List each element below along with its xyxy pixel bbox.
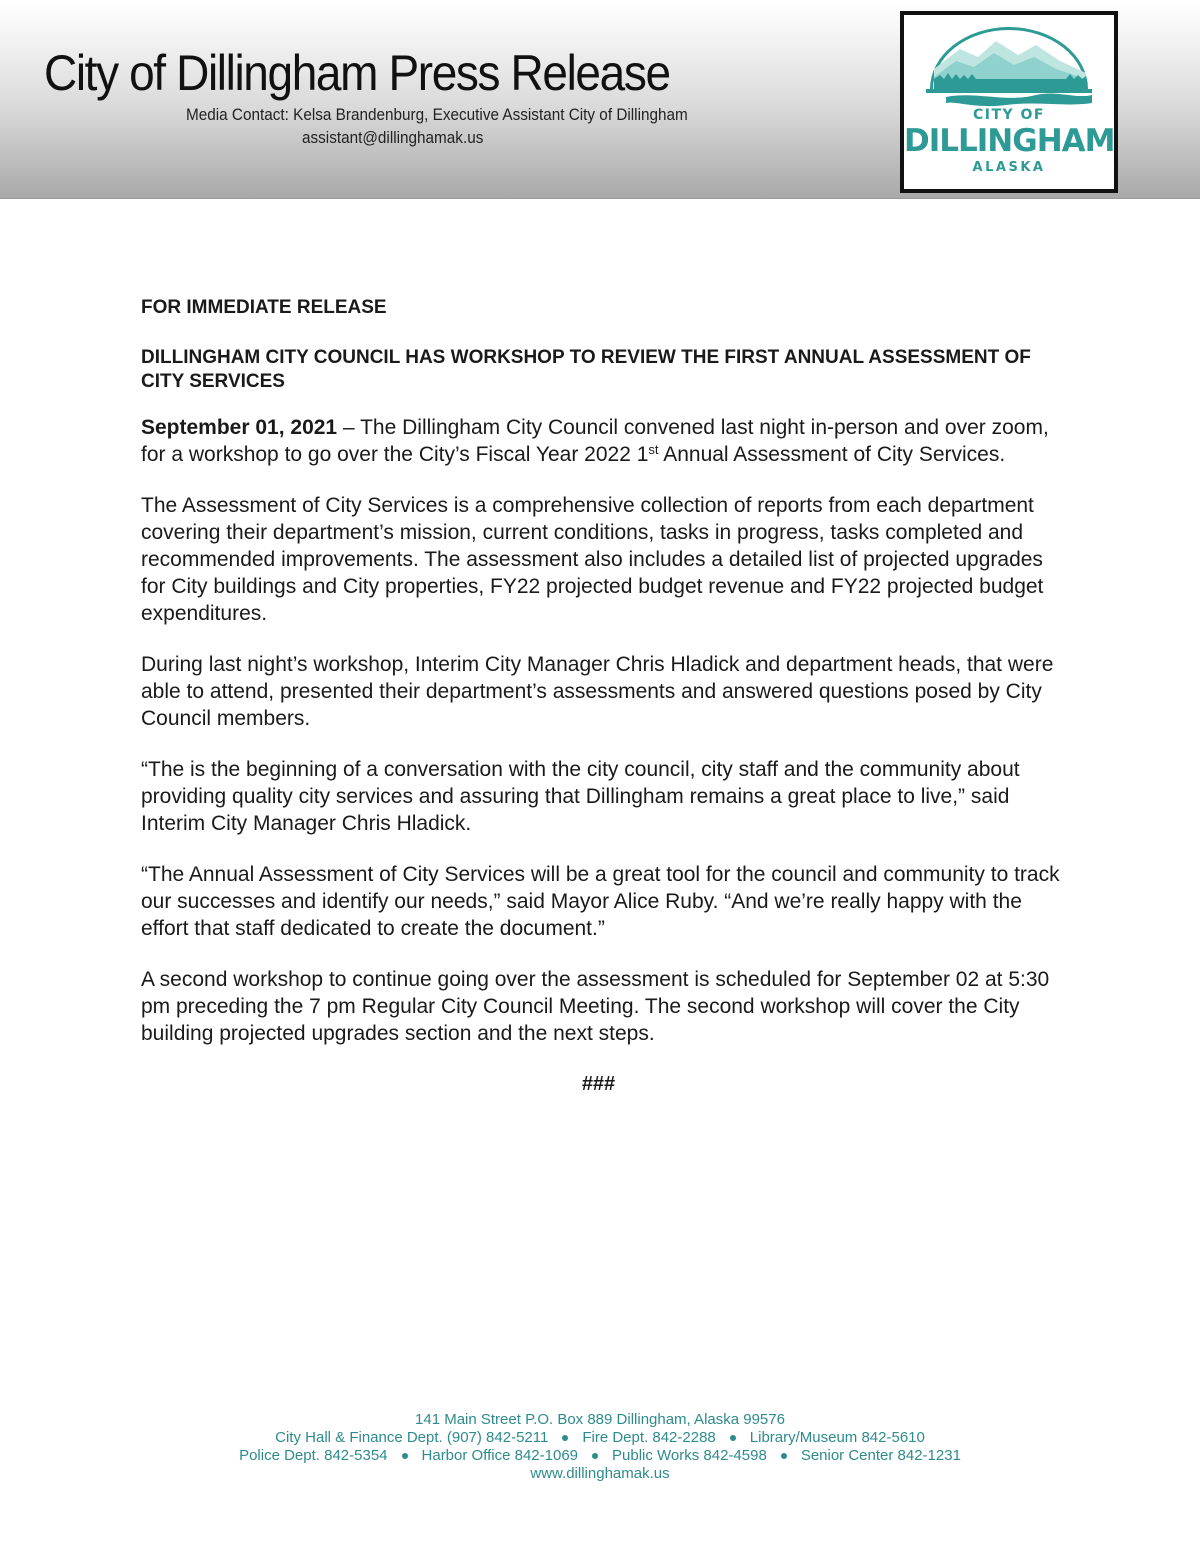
- press-release-title: City of Dillingham Press Release: [44, 45, 670, 101]
- bullet-icon: [781, 1453, 787, 1459]
- logo-city-name: DILLINGHAM: [904, 123, 1115, 159]
- footer-police-dept: Police Dept. 842-5354: [239, 1447, 388, 1464]
- media-contact-email: assistant@dillinghamak.us: [302, 128, 484, 147]
- footer: [0, 1411, 1200, 1483]
- paragraph-2: The Assessment of City Services is a comprehensive collection of reports from each department covering their department’s mission, current conditions, tasks in progress, tasks completed and recommended improvements. The assessment also includes a detailed list of projected upgrades for City buildings and City properties, FY22 projected budget revenue and FY22 projected budget expenditures.: [141, 494, 1044, 625]
- media-contact: Media Contact: Kelsa Brandenburg, Executive Assistant City of Dillingham: [186, 105, 688, 124]
- footer-fire-dept: Fire Dept. 842-2288: [582, 1429, 716, 1446]
- footer-harbor-office: Harbor Office 842-1069: [421, 1447, 578, 1464]
- bullet-icon: [730, 1435, 736, 1441]
- paragraph-1-text-b: Annual Assessment of City Services.: [658, 443, 1006, 466]
- footer-senior-center: Senior Center 842-1231: [800, 1447, 961, 1464]
- release-body: [141, 296, 1066, 1098]
- paragraph-4: “The is the beginning of a conversation with the city council, city staff and the community about providing quality city services and assuring that Dillingham remains a great place to live,” said Interim City Manager Chris Hladick.: [141, 758, 1020, 835]
- paragraph-3: During last night’s workshop, Interim City Manager Chris Hladick and department heads, that were able to attend, presented their department’s assessments and answered questions posed by City Council members.: [141, 653, 1054, 730]
- paragraph-6: A second workshop to continue going over the assessment is scheduled for September 02 at 5:30 pm preceding the 7 pm Regular City Council Meeting. The second workshop will cover the City building projected upgrades section and the next steps.: [141, 968, 1050, 1045]
- city-logo: [900, 11, 1118, 193]
- bullet-icon: [592, 1453, 598, 1459]
- footer-address: 141 Main Street P.O. Box 889 Dillingham, Alaska 99576: [415, 1411, 785, 1428]
- footer-library: Library/Museum 842-5610: [749, 1429, 925, 1446]
- bullet-icon: [562, 1435, 568, 1441]
- logo-city-of: CITY OF: [972, 107, 1045, 123]
- bullet-icon: [402, 1453, 408, 1459]
- footer-phone-line-2: [0, 1447, 1200, 1465]
- footer-public-works: Public Works 842-4598: [612, 1447, 767, 1464]
- paragraph-5: “The Annual Assessment of City Services will be a great tool for the council and community to track our successes and identify our needs,” said Mayor Alice Ruby. “And we’re really happy with the effort that staff dedicated to create the document.”: [141, 863, 1060, 940]
- release-headline: DILLINGHAM CITY COUNCIL HAS WORKSHOP TO REVIEW THE FIRST ANNUAL ASSESSMENT OF CITY SERVICES: [141, 347, 1031, 392]
- footer-phone-line-1: [0, 1429, 1200, 1447]
- mountain-lake-landscape-icon: [926, 27, 1092, 107]
- footer-city-hall: City Hall & Finance Dept. (907) 842-5211: [275, 1429, 549, 1446]
- paragraph-1-text-a: – The Dillingham City Council convened last night in-person and over zoom, for a workshop to go over the City’s Fiscal Year 2022 1: [141, 416, 1049, 466]
- release-tag: FOR IMMEDIATE RELEASE: [141, 297, 387, 318]
- dateline: September 01, 2021: [141, 416, 338, 439]
- end-mark: ###: [581, 1073, 616, 1095]
- paragraph-1: [141, 414, 1066, 468]
- ordinal-suffix: st: [648, 442, 659, 457]
- logo-state: ALASKA: [972, 160, 1046, 175]
- footer-website[interactable]: www.dillinghamak.us: [530, 1465, 670, 1482]
